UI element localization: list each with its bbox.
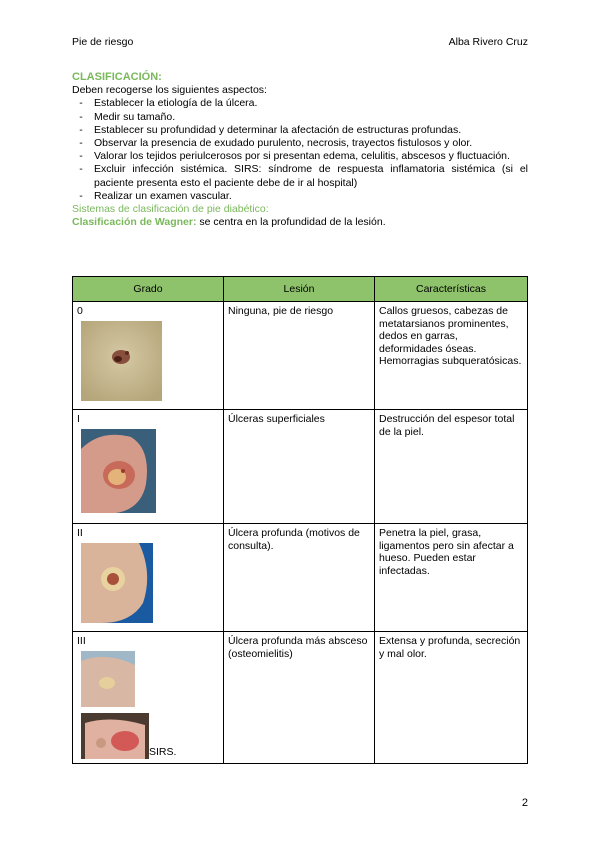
list-item: - Medir su tamaño. — [79, 110, 176, 123]
table-row — [73, 632, 528, 764]
list-item: - Realizar un examen vascular. — [79, 189, 232, 202]
wound-photo-grade-3a — [81, 651, 135, 707]
list-item: - Establecer su profundidad y determinar la afectación de estructuras profundas. — [79, 123, 462, 136]
features-cell: Destrucción del espesor total de la piel. — [375, 410, 528, 524]
wagner-intro: Clasificación de Wagner: se centra en la profundidad de la lesión. — [72, 216, 386, 229]
page-number: 2 — [521, 797, 528, 809]
list-item: - Excluir infección sistémica. SIRS: síndrome de respuesta inflamatoria sistémica (si el paciente presenta esto el paciente debe de ir al hospital) — [79, 163, 528, 189]
sirs-row — [77, 713, 219, 759]
grade-cell: 0 — [73, 302, 224, 410]
grade-cell: III SIRS. — [73, 632, 224, 764]
grade-cell: I — [73, 410, 224, 524]
column-header-features: Características — [375, 277, 528, 302]
grade-cell: II — [73, 524, 224, 632]
systems-subtitle: Sistemas de clasificación de pie diabético: — [72, 203, 269, 216]
table-header-row — [73, 277, 528, 302]
header-title: Pie de riesgo — [72, 36, 134, 48]
aspects-list — [72, 97, 528, 203]
table-row — [73, 302, 528, 410]
lesion-cell: Ninguna, pie de riesgo — [224, 302, 375, 410]
header-author: Alba Rivero Cruz — [448, 36, 528, 48]
sirs-label: SIRS. — [149, 746, 177, 758]
list-item: - Establecer la etiología de la úlcera. — [79, 97, 258, 110]
wound-photo-grade-2 — [81, 543, 153, 623]
classification-section — [72, 71, 528, 229]
list-item: - Observar la presencia de exudado purulento, necrosis, trayectos fistulosos y olor. — [79, 137, 473, 150]
wagner-label: Clasificación de Wagner: — [72, 216, 197, 229]
features-cell: Penetra la piel, grasa, ligamentos pero sin afectar a hueso. Pueden estar infectadas. — [375, 524, 528, 632]
table-row — [73, 410, 528, 524]
lesion-cell: Úlceras superficiales — [224, 410, 375, 524]
features-cell: Extensa y profunda, secreción y mal olor. — [375, 632, 528, 764]
lesion-cell: Úlcera profunda (motivos de consulta). — [224, 524, 375, 632]
features-cell: Callos gruesos, cabezas de metatarsianos prominentes, dedos en garras, deformidades óseas. Hemorragias subqueratósicas. — [375, 302, 528, 410]
wound-photo-grade-0 — [81, 321, 162, 401]
list-item: - Valorar los tejidos periulcerosos por si presentan edema, celulitis, abscesos y fluctuación. — [79, 150, 510, 163]
intro-text: Deben recogerse los siguientes aspectos: — [72, 84, 267, 97]
table-row — [73, 524, 528, 632]
wound-photo-grade-3b — [81, 713, 149, 759]
column-header-lesion: Lesión — [224, 277, 375, 302]
column-header-grade: Grado — [73, 277, 224, 302]
section-title: CLASIFICACIÓN: — [72, 71, 162, 83]
wagner-table — [72, 276, 528, 764]
wound-photo-grade-1 — [81, 429, 156, 513]
lesion-cell: Úlcera profunda más absceso (osteomielitis) — [224, 632, 375, 764]
